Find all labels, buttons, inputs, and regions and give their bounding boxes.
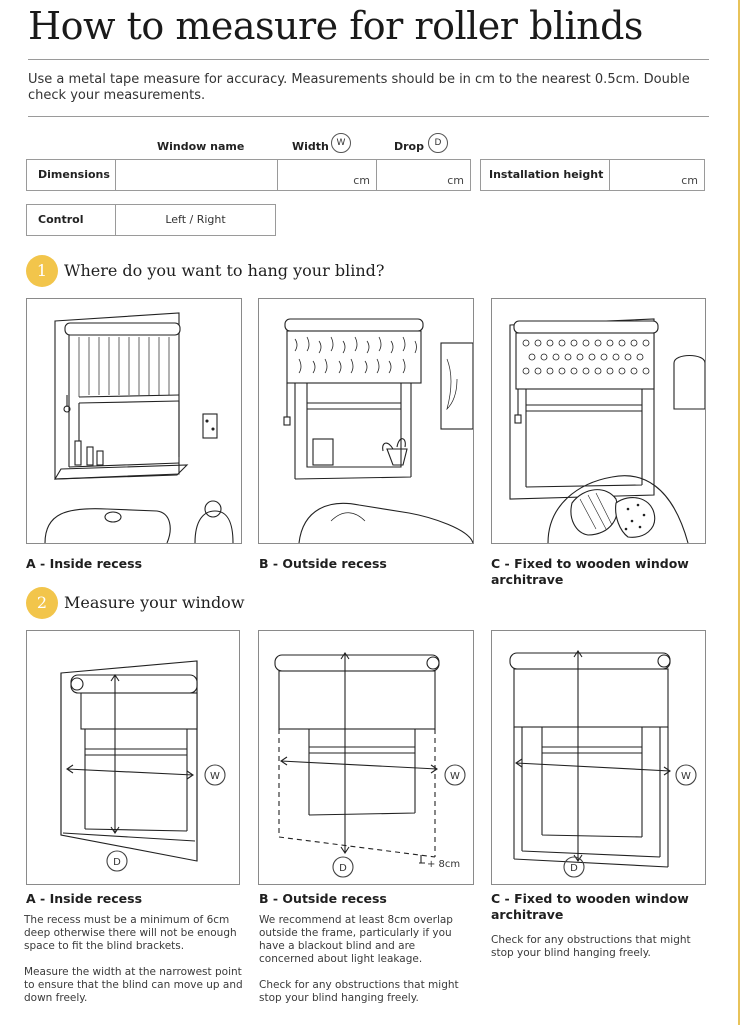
drop-unit: cm: [447, 174, 464, 187]
step-2-caption-a: A - Inside recess: [26, 891, 143, 906]
installation-height-unit: cm: [681, 174, 698, 187]
drop-marker-b: D: [339, 863, 347, 874]
step-1-caption-b: B - Outside recess: [259, 556, 387, 571]
measure-outside-recess-diagram: [258, 630, 474, 885]
width-marker-b: W: [450, 771, 460, 782]
step-2-caption-c: C - Fixed to wooden window architrave: [491, 891, 689, 922]
step-2-title: Measure your window: [64, 593, 245, 612]
drop-marker-c: D: [570, 863, 578, 874]
width-header: Width: [292, 140, 329, 153]
outside-recess-illustration[interactable]: [258, 298, 474, 544]
divider-bottom: [28, 116, 709, 117]
control-label: Control: [38, 213, 84, 226]
control-field[interactable]: [115, 204, 276, 236]
step-1-caption-c: C - Fixed to wooden window architrave: [491, 556, 689, 587]
control-value: Left / Right: [165, 213, 226, 226]
page-title: How to measure for roller blinds: [28, 4, 643, 48]
installation-height-field[interactable]: [609, 159, 705, 191]
step-2-badge: 2: [26, 587, 58, 619]
measure-architrave-diagram: [491, 630, 706, 885]
step-1-badge: 1: [26, 255, 58, 287]
drop-marker-a: D: [113, 857, 121, 868]
width-field[interactable]: [277, 159, 377, 191]
inside-recess-illustration[interactable]: [26, 298, 242, 544]
note-outside-recess-overlap: We recommend at least 8cm overlap outside the frame, particularly if you have a blackout blind and are concerned about light leakage.: [259, 914, 453, 965]
width-marker-a: W: [210, 771, 220, 782]
dimensions-label: Dimensions: [38, 168, 110, 181]
width-unit: cm: [353, 174, 370, 187]
width-marker-c: W: [681, 771, 691, 782]
drop-header: Drop: [394, 140, 424, 153]
right-accent-rule: [738, 0, 740, 1025]
installation-height-label-cell: [480, 159, 610, 191]
note-architrave-obstructions: Check for any obstructions that might stop your blind hanging freely.: [491, 934, 691, 959]
note-inside-recess: [24, 914, 244, 1018]
step-1-caption-a: A - Inside recess: [26, 556, 143, 571]
intro-text: Use a metal tape measure for accuracy. Measurements should be in cm to the nearest 0.5cm. Double check your measurements.: [28, 72, 690, 103]
divider-top: [28, 59, 709, 60]
note-outside-recess-obstructions: Check for any obstructions that might stop your blind hanging freely.: [259, 979, 459, 1004]
note-architrave: [491, 934, 711, 973]
control-label-cell: [26, 204, 116, 236]
width-symbol-icon: W: [331, 133, 351, 153]
drop-field[interactable]: [376, 159, 471, 191]
step-2-caption-b: B - Outside recess: [259, 891, 387, 906]
step-1-title: Where do you want to hang your blind?: [64, 261, 385, 280]
note-outside-recess: [259, 914, 473, 1018]
drop-symbol-icon: D: [428, 133, 448, 153]
overlap-label: + 8cm: [427, 859, 461, 870]
window-name-header: Window name: [157, 140, 245, 153]
installation-height-label: Installation height: [489, 168, 604, 181]
measure-inside-recess-diagram: [26, 630, 240, 885]
architrave-illustration[interactable]: [491, 298, 706, 544]
note-inside-recess-width: Measure the width at the narrowest point to ensure that the blind can move up and down freely.: [24, 966, 243, 1004]
note-inside-recess-depth: The recess must be a minimum of 6cm deep otherwise there will not be enough space to fit the blind brackets.: [24, 914, 237, 952]
window-name-field[interactable]: [115, 159, 278, 191]
dimensions-label-cell: [26, 159, 116, 191]
